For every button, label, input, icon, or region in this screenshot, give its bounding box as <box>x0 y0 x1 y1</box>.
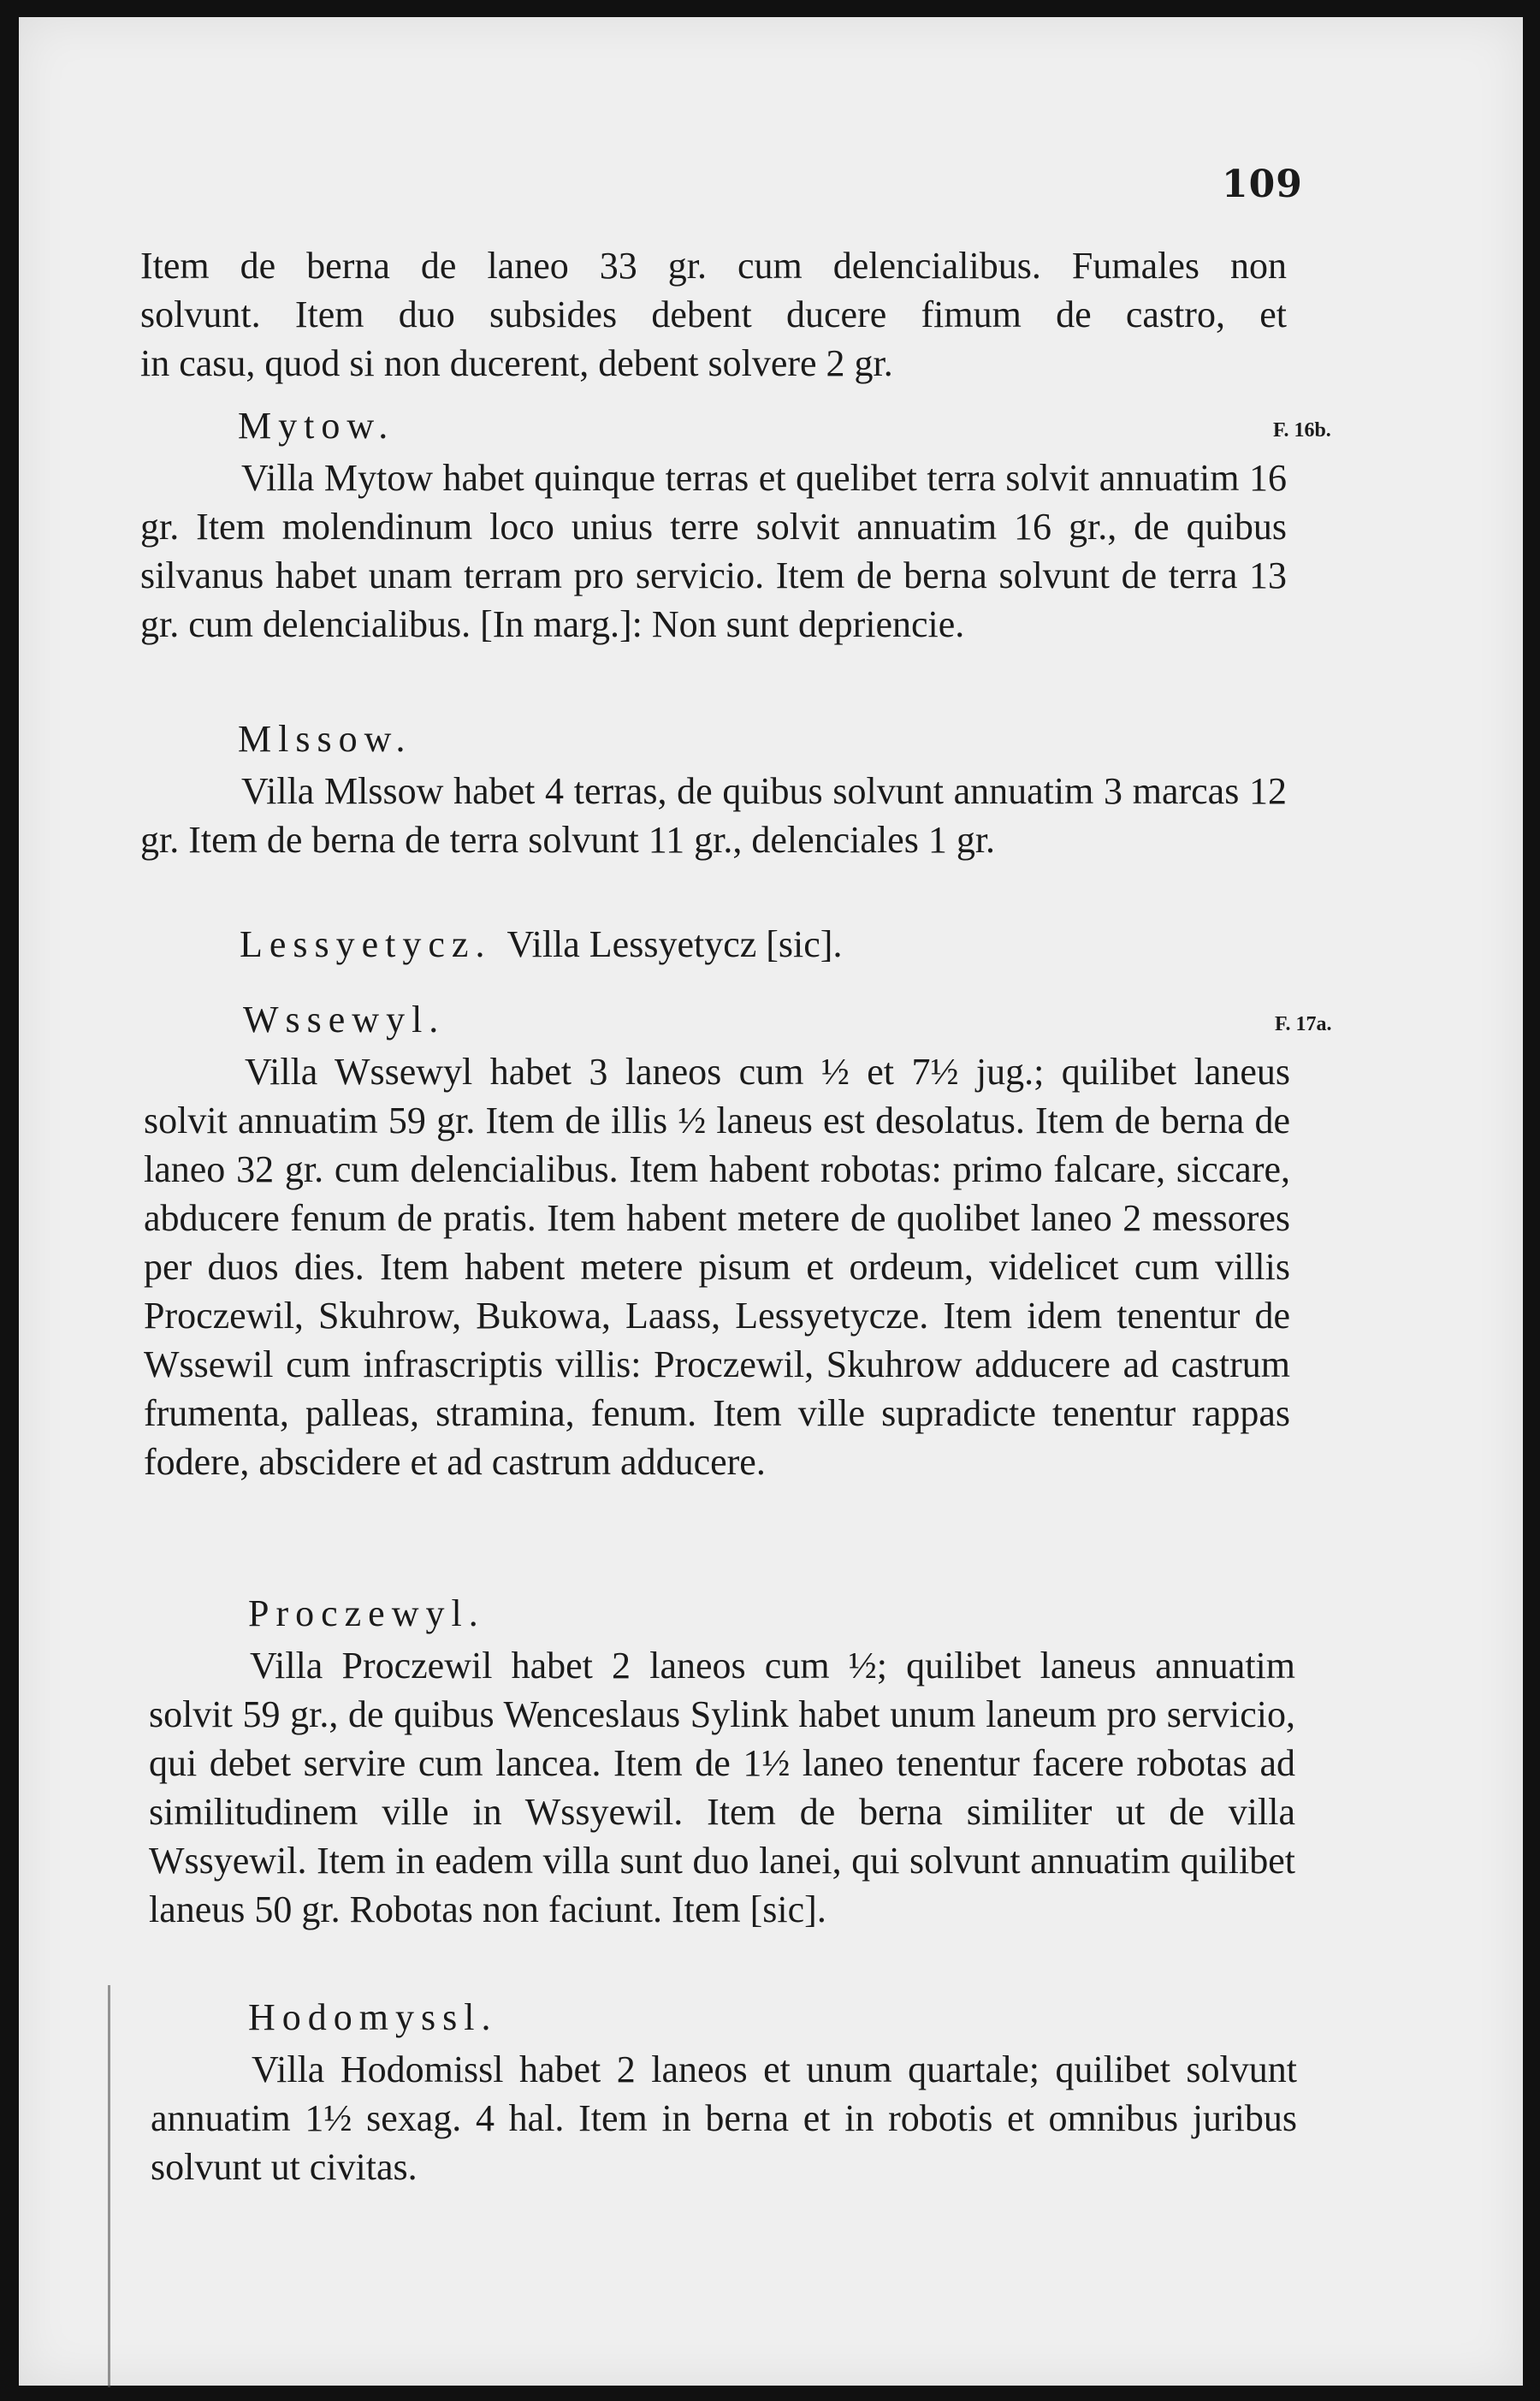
book-page <box>19 17 1523 2386</box>
heading-lessyetycz <box>240 922 842 966</box>
mlssow-text: Villa Mlssow habet 4 terras, de quibus solvunt annuatim 3 marcas 12 gr. Item de berna de terra solvunt 11 gr., delenciales 1 gr. <box>140 770 1287 861</box>
intro-line-3: in casu, quod si non ducerent, debent solvere 2 gr. <box>140 342 893 384</box>
lessyetycz-text: Villa Lessyetycz [sic]. <box>506 923 843 965</box>
proczewyl-text: Villa Proczewil habet 2 laneos cum ½; quilibet laneus annuatim solvit 59 gr., de quibus Wenceslaus Sylink habet unum laneum pro servicio, qui debet servire cum lancea. Item de 1½ laneo tenentur facere robotas ad similitudinem ville in Wssyewil. Item de berna similiter ut de villa Wssyewil. Item in eadem villa sunt duo lanei, qui solvunt annuatim quilibet laneus 50 gr. Robotas non faciunt. Item [sic]. <box>149 1645 1295 1930</box>
wssewyl-text: Villa Wssewyl habet 3 laneos cum ½ et 7½ jug.; quilibet laneus solvit annuatim 59 gr. Item de illis ½ laneus est desolatus. Item de berna de laneo 32 gr. cum delencialibus. Item habent robotas: primo falcare, siccare, abducere fenum de pratis. Item habent metere de quolibet laneo 2 messores per duos dies. Item habent metere pisum et ordeum, videlicet cum villis Proczewil, Skuhrow, Bukowa, Laass, Lessyetycze. Item idem tenentur de Wssewil cum infrascriptis villis: Proczewil, Skuhrow adducere ad castrum frumenta, palleas, stramina, fenum. Item ville supradicte tenentur rappas fodere, abscidere et ad castrum adducere. <box>144 1051 1290 1483</box>
section-proczewyl <box>149 1641 1295 1934</box>
heading-wssewyl: Wssewyl. <box>243 999 446 1040</box>
section-mytow <box>140 454 1287 649</box>
section-hodomyssl <box>151 2045 1297 2191</box>
heading-hodomyssl: Hodomyssl. <box>248 1996 498 2038</box>
page-binding-mark <box>108 1985 117 2387</box>
page-number: 109 <box>1222 163 1303 206</box>
margin-note-f17a: F. 17a. <box>1275 1013 1332 1035</box>
heading-mlssow: Mlssow. <box>238 718 412 760</box>
mytow-text: Villa Mytow habet quinque terras et quelibet terra solvit annuatim 16 gr. Item molendinum loco unius terre solvit annuatim 16 gr., de quibus silvanus habet unam terram pro servicio. Item de berna solvunt de terra 13 gr. cum delencialibus. [In marg.]: Non sunt depriencie. <box>140 457 1287 645</box>
margin-note-f16b: F. 16b. <box>1273 419 1331 442</box>
intro-paragraph <box>140 241 1287 388</box>
intro-line-2: solvunt. Item duo subsides debent ducere fimum de castro, et <box>140 293 1287 335</box>
hodomyssl-text: Villa Hodomissl habet 2 laneos et unum quartale; quilibet solvunt annuatim 1½ sexag. 4 hal. Item in berna et in robotis et omnibus juribus solvunt ut civitas. <box>151 2048 1297 2188</box>
intro-line-1: Item de berna de laneo 33 gr. cum delencialibus. Fumales non <box>140 245 1287 287</box>
section-mlssow <box>140 767 1287 864</box>
section-wssewyl <box>144 1047 1290 1486</box>
heading-mytow: Mytow. <box>238 405 395 447</box>
lessyetycz-heading-name: Lessyetycz. <box>240 923 492 965</box>
heading-proczewyl: Proczewyl. <box>248 1592 485 1634</box>
